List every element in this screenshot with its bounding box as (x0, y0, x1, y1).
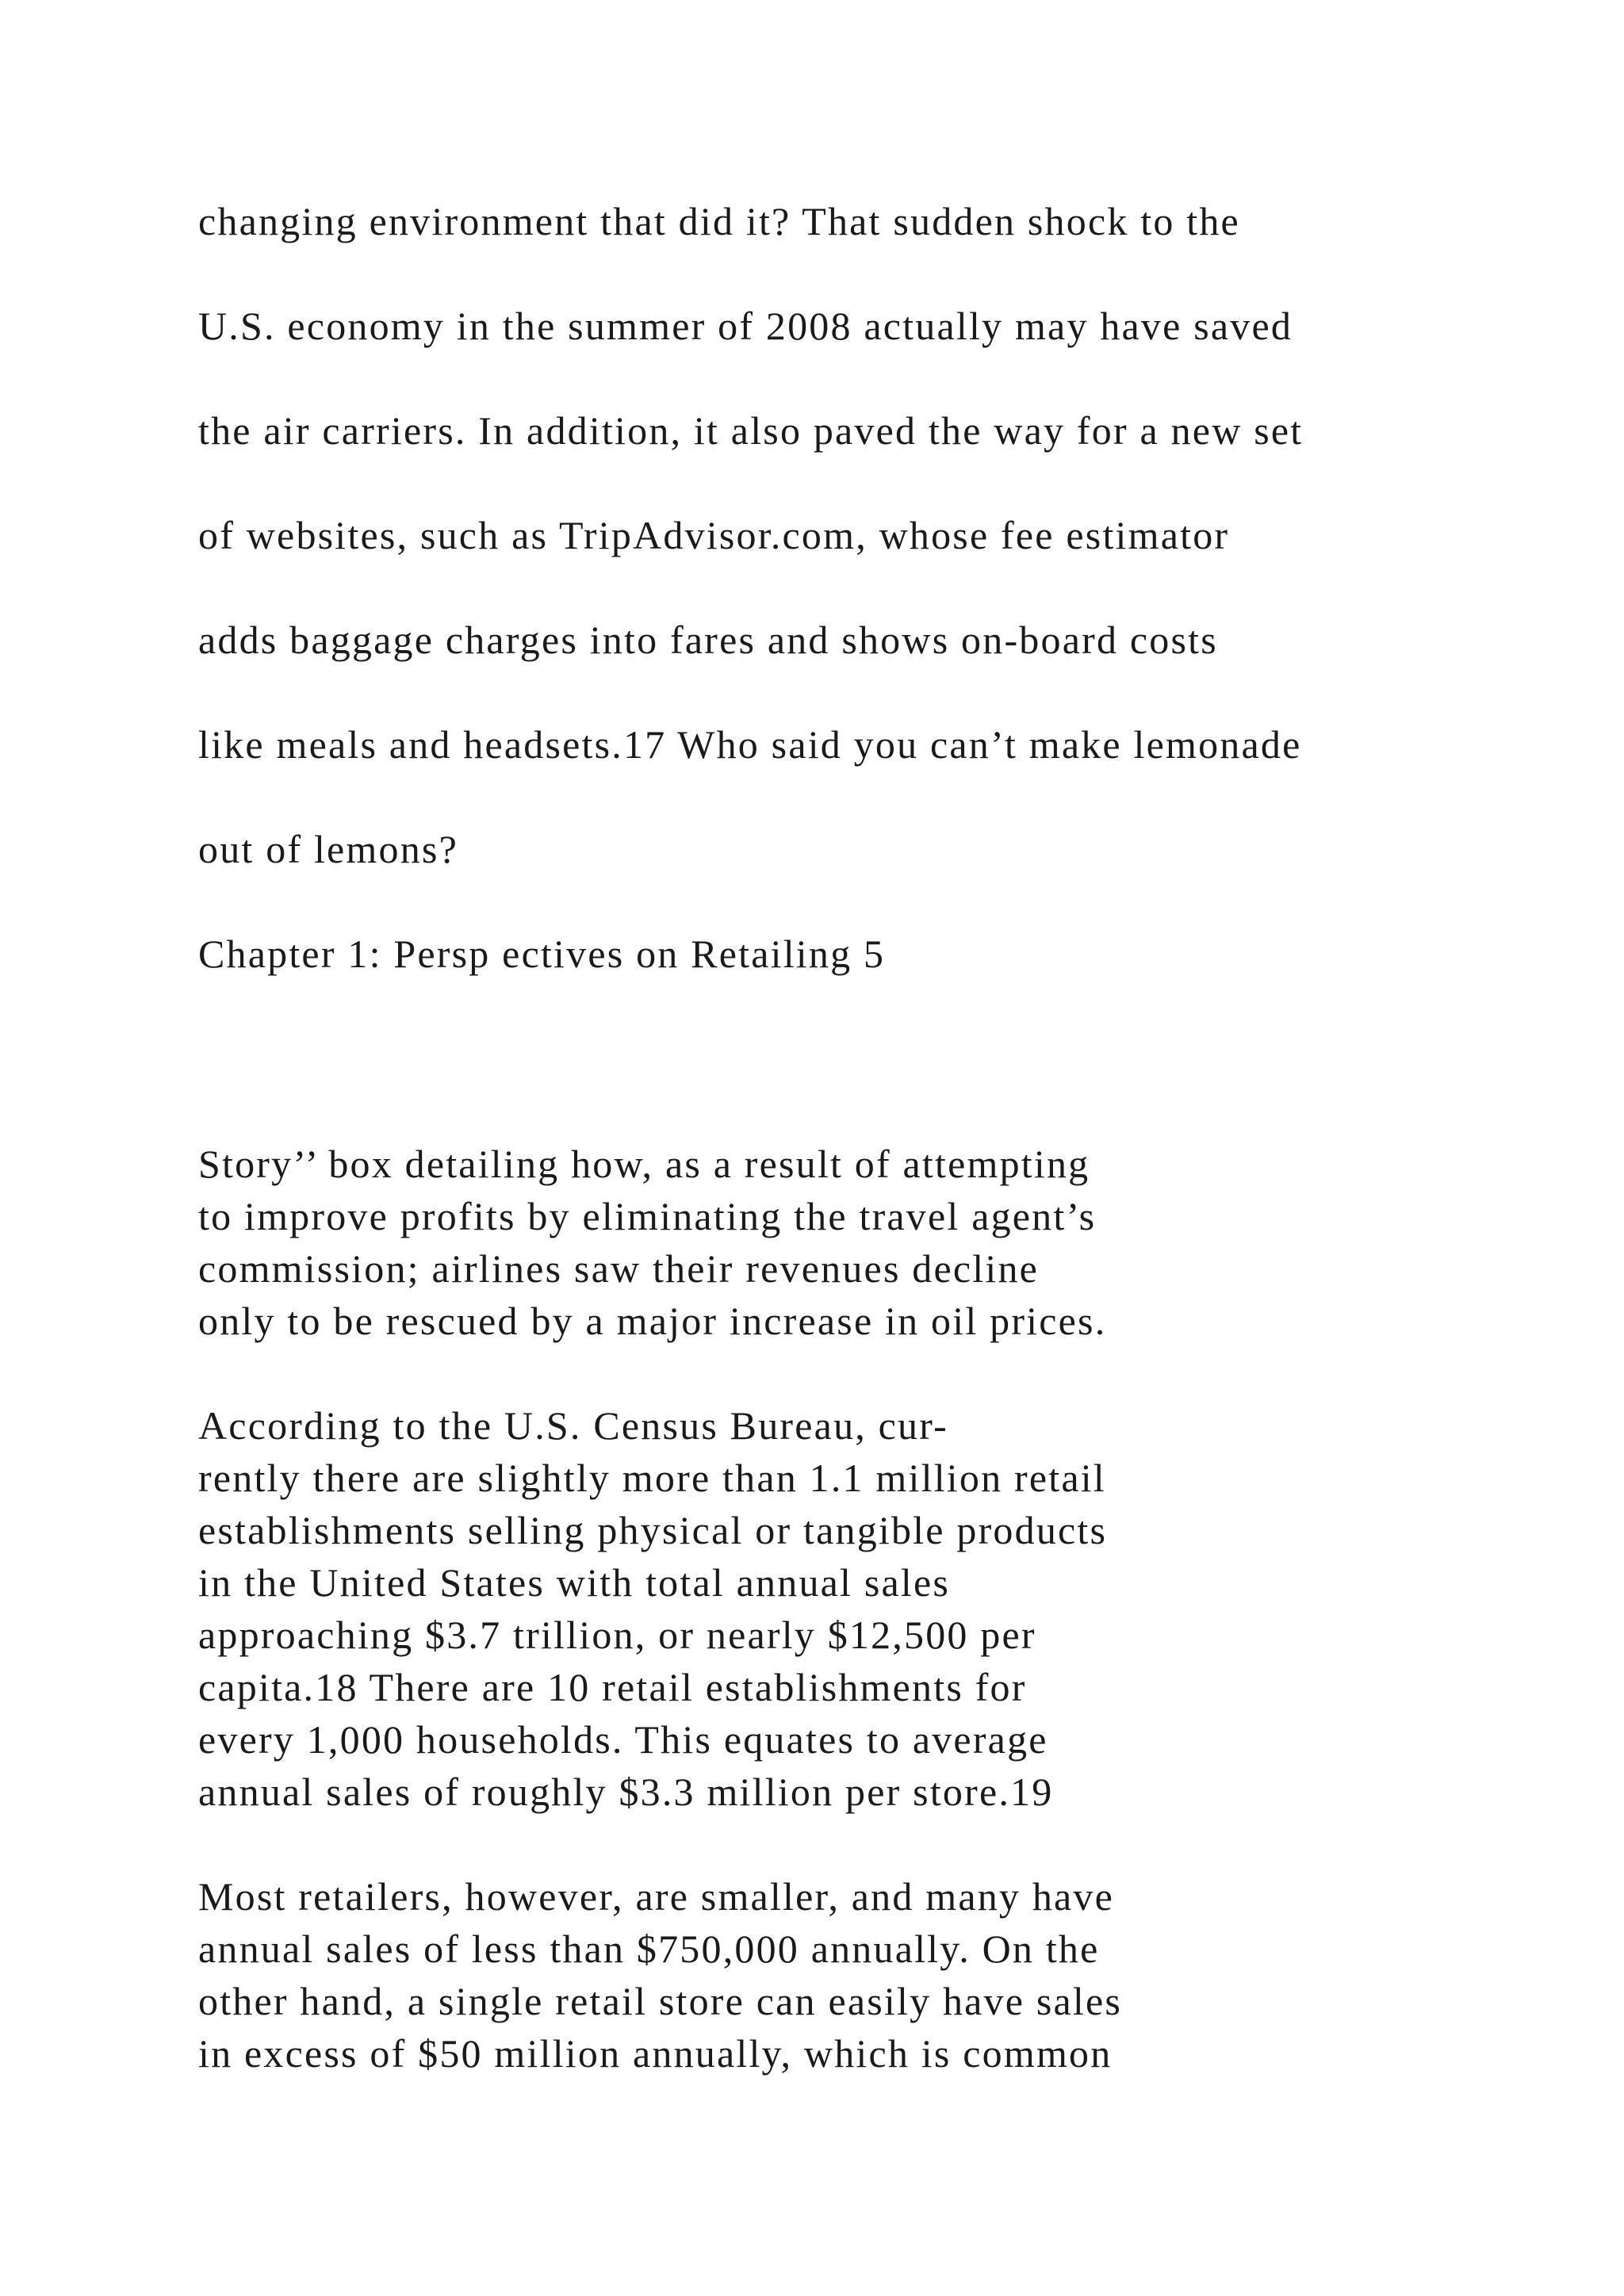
chapter-footer: Chapter 1: Persp ectives on Retailing 5 (198, 932, 886, 976)
text-line: commission; airlines saw their revenues decline (198, 1246, 1040, 1291)
text-line: rently there are slightly more than 1.1 million retail (198, 1456, 1106, 1500)
text-line: U.S. economy in the summer of 2008 actually may have saved (198, 304, 1293, 348)
text-line: out of lemons? (198, 827, 458, 871)
text-line: annual sales of less than $750,000 annually. On the (198, 1927, 1100, 1971)
text-line: every 1,000 households. This equates to average (198, 1717, 1048, 1762)
text-line: other hand, a single retail store can easily have sales (198, 1979, 1123, 2023)
text-line: Story’’ box detailing how, as a result of attempting (198, 1142, 1090, 1186)
text-line: establishments selling physical or tangible products (198, 1508, 1108, 1552)
text-line: According to the U.S. Census Bureau, cur- (198, 1403, 948, 1448)
text-line: capita.18 There are 10 retail establishments for (198, 1665, 1027, 1709)
text-line: Most retailers, however, are smaller, and many have (198, 1874, 1115, 1919)
text-line: the air carriers. In addition, it also paved the way for a new set (198, 408, 1304, 453)
text-line: in excess of $50 million annually, which is common (198, 2031, 1113, 2076)
text-line: only to be rescued by a major increase in oil prices. (198, 1299, 1107, 1343)
text-line: approaching $3.7 trillion, or nearly $12,500 per (198, 1613, 1036, 1657)
text-line: to improve profits by eliminating the travel agent’s (198, 1194, 1097, 1238)
text-line: in the United States with total annual sales (198, 1560, 951, 1605)
text-line: adds baggage charges into fares and shows on-board costs (198, 618, 1218, 662)
text-line: like meals and headsets.17 Who said you can’t make lemonade (198, 722, 1302, 767)
text-line: changing environment that did it? That sudden shock to the (198, 199, 1240, 243)
text-line: annual sales of roughly $3.3 million per store.19 (198, 1770, 1054, 1814)
text-line: of websites, such as TripAdvisor.com, whose fee estimator (198, 513, 1230, 557)
